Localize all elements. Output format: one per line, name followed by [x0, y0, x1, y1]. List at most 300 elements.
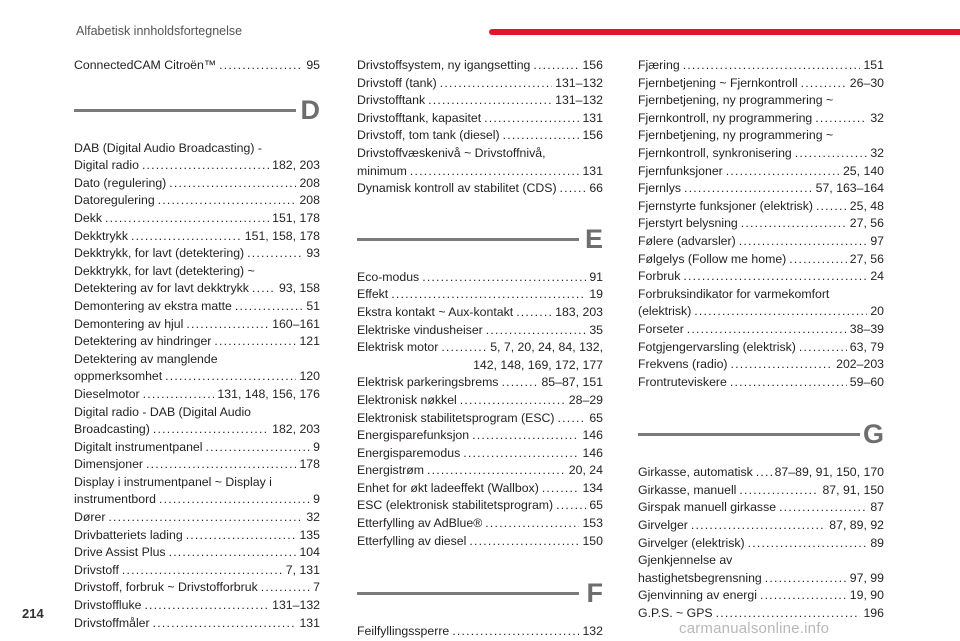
- index-entry-line: [638, 145, 884, 163]
- dot-leader: [815, 110, 867, 128]
- index-entry-line: [74, 210, 320, 228]
- index-entry-line: [357, 410, 603, 428]
- index-entry-pages: 131–132: [272, 598, 320, 613]
- index-entry-pages: 9: [313, 492, 320, 507]
- dot-leader: [219, 57, 303, 75]
- dot-leader: [247, 245, 303, 263]
- dot-leader: [169, 544, 297, 562]
- dot-leader: [440, 75, 552, 93]
- index-entry-pages: 183, 203: [555, 304, 603, 319]
- dot-leader: [684, 180, 813, 198]
- index-entry: [74, 57, 320, 75]
- index-entry-line: [357, 286, 603, 304]
- index-entry-pages: 178: [299, 457, 320, 472]
- index-entry: [74, 527, 320, 545]
- index-entry-text: Forbruksindikator for varmekomfort: [638, 286, 830, 301]
- index-entry-pages: 196: [863, 606, 884, 621]
- index-entry: [638, 233, 884, 251]
- dot-leader: [739, 233, 868, 251]
- index-entry: [357, 515, 603, 533]
- dot-leader: [741, 215, 847, 233]
- index-entry-line: [357, 127, 603, 145]
- index-entry-pages: 131: [299, 615, 320, 630]
- index-entry-term: Drivstoff: [74, 562, 119, 577]
- index-entry-line: [638, 570, 884, 588]
- index-entry-term: Fotgjengervarsling (elektrisk): [638, 339, 796, 354]
- dot-leader: [460, 392, 566, 410]
- index-entry-line: [638, 303, 884, 321]
- index-entry-term: minimum: [357, 163, 407, 178]
- dot-leader: [683, 57, 861, 75]
- index-entry: [638, 552, 884, 587]
- index-entry-term: oppmerksomhet: [74, 369, 163, 384]
- index-entry: [638, 517, 884, 535]
- section-divider-d: [74, 89, 320, 129]
- index-entry-term: Drivbatteriets lading: [74, 527, 183, 542]
- dot-leader: [144, 597, 269, 615]
- index-entry-pages: 202–203: [836, 357, 884, 372]
- index-entry-term: Eco-modus: [357, 269, 420, 284]
- index-entry-term: Etterfylling av AdBlue®: [357, 516, 483, 531]
- index-entry-pages: 27, 56: [849, 251, 884, 266]
- index-entry: [74, 333, 320, 351]
- index-entry-pages: 20, 24: [568, 463, 603, 478]
- index-column-1: [74, 57, 320, 632]
- index-entry-term: Elektrisk parkeringsbrems: [357, 375, 499, 390]
- index-entry-term: Effekt: [357, 287, 389, 302]
- index-entry-term: Elektronisk nøkkel: [357, 392, 457, 407]
- index-entry-pages: 35: [589, 322, 603, 337]
- index-entry-pages: 9: [313, 439, 320, 454]
- index-entry-line: [74, 562, 320, 580]
- index-entry: [74, 597, 320, 615]
- index-entry: [74, 615, 320, 633]
- dot-leader: [422, 269, 586, 287]
- dot-leader: [391, 286, 586, 304]
- index-entry-term: Elektriske vindusheiser: [357, 322, 483, 337]
- index-entry-line: [357, 180, 603, 198]
- index-entry-pages: 134: [582, 480, 603, 495]
- dot-leader: [452, 623, 579, 641]
- index-entry: [74, 140, 320, 175]
- index-entry: [638, 499, 884, 517]
- index-entry-line: [638, 535, 884, 553]
- index-entry: [638, 356, 884, 374]
- index-entry-term: G.P.S. ~ GPS: [638, 606, 713, 621]
- index-entry-pages: 97: [870, 233, 884, 248]
- index-entry-pages: 153: [582, 516, 603, 531]
- index-entry-term: Girvelger: [638, 518, 688, 533]
- index-entry-pages: 19, 90: [849, 588, 884, 603]
- index-entry: [357, 427, 603, 445]
- dot-leader: [739, 482, 819, 500]
- index-entry-line: [638, 75, 884, 93]
- index-entry-line: [357, 392, 603, 410]
- index-entry-pages: 208: [299, 175, 320, 190]
- index-entry-pages: 87: [870, 500, 884, 515]
- index-entry: [638, 251, 884, 269]
- index-entry-line: [638, 110, 884, 128]
- index-entry-term: ESC (elektronisk stabilitetsprogram): [357, 498, 554, 513]
- index-entry-pages: 182, 203: [272, 422, 320, 437]
- index-entry: [357, 392, 603, 410]
- index-entry-term: Drive Assist Plus: [74, 545, 166, 560]
- index-entry-line: [74, 597, 320, 615]
- section-letter-g: G: [862, 419, 884, 450]
- index-entry-term: Fjernlys: [638, 181, 682, 196]
- index-entry-term: Digital radio: [74, 158, 139, 173]
- index-entry-line: [74, 509, 320, 527]
- index-entry-term: Broadcasting): [74, 422, 150, 437]
- dot-leader: [463, 445, 579, 463]
- index-entry-line: [357, 497, 603, 515]
- index-entry-pages: 91: [589, 269, 603, 284]
- index-entry: [74, 298, 320, 316]
- index-entry-term: Enhet for økt ladeeffekt (Wallbox): [357, 480, 539, 495]
- index-entry-term: Drivstoffsystem, ny igangsetting: [357, 58, 531, 72]
- section-letter-f: F: [586, 578, 603, 609]
- index-entry-term: Elektronisk stabilitetsprogram (ESC): [357, 410, 555, 425]
- index-entry-term: Fjernstyrte funksjoner (elektrisk): [638, 198, 813, 213]
- index-entry-pages: 120: [299, 369, 320, 384]
- section-divider-g: [638, 413, 884, 453]
- dot-leader: [730, 374, 847, 392]
- dot-leader: [165, 368, 296, 386]
- index-entry-pages-continued: 142, 148, 169, 172, 177: [473, 357, 603, 372]
- index-entry-line: [74, 579, 320, 597]
- index-entry-pages: 28–29: [568, 392, 603, 407]
- index-entry-line: [638, 482, 884, 500]
- index-entry-term: Fjernbetjening ~ Fjernkontroll: [638, 75, 798, 90]
- index-entry-line: [357, 623, 603, 641]
- section-divider-e: [357, 218, 603, 258]
- index-entry-line: [638, 198, 884, 216]
- index-entry-pages: 131: [582, 110, 603, 125]
- dot-leader: [694, 303, 867, 321]
- index-entry-term: Girkasse, manuell: [638, 482, 737, 497]
- dot-leader: [206, 439, 311, 457]
- index-entry-text: Dekktrykk, for lavt (detektering) ~: [74, 263, 255, 278]
- index-entry: [638, 127, 884, 162]
- index-entry: [74, 439, 320, 457]
- index-entry-pages: 32: [870, 110, 884, 125]
- index-entry-pages: 87, 91, 150: [822, 482, 884, 497]
- section-rule: [357, 592, 579, 595]
- index-entry: [638, 92, 884, 127]
- index-entry: [357, 322, 603, 340]
- index-entry-pages: 20: [870, 304, 884, 319]
- dot-leader: [779, 499, 867, 517]
- index-entry-term: ConnectedCAM Citroën™: [74, 58, 217, 72]
- index-entry-pages: 208: [299, 193, 320, 208]
- dot-leader: [131, 228, 242, 246]
- running-header-title: Alfabetisk innholdsfortegnelse: [76, 24, 243, 38]
- index-entry-line: [638, 464, 884, 482]
- index-entry-text: Drivstoffvæskenivå ~ Drivstoffnivå,: [357, 145, 546, 160]
- index-entry-term: Forbruk: [638, 269, 681, 284]
- dot-leader: [484, 110, 579, 128]
- index-entry-line: [74, 175, 320, 193]
- index-entry: [357, 286, 603, 304]
- section-rule: [357, 238, 579, 241]
- watermark-text: carmanualsonline.info: [679, 620, 830, 637]
- index-entry-pages: 5, 7, 20, 24, 84, 132,: [490, 340, 603, 355]
- dot-leader: [731, 356, 834, 374]
- index-entry-line: [74, 368, 320, 386]
- index-entry-line: [638, 499, 884, 517]
- index-entry-line: [74, 544, 320, 562]
- dot-leader: [748, 535, 868, 553]
- index-entry: [74, 544, 320, 562]
- index-entry-line: [74, 333, 320, 351]
- index-entry-term: Følgelys (Follow me home): [638, 251, 787, 266]
- index-entry-term: instrumentbord: [74, 492, 157, 507]
- index-entry: [357, 127, 603, 145]
- index-entry-line: [638, 180, 884, 198]
- index-entry-pages: 146: [582, 445, 603, 460]
- dot-leader: [542, 480, 580, 498]
- header-accent-bar: [489, 29, 960, 35]
- index-entry-pages: 131: [582, 163, 603, 178]
- index-entry-term: Energistrøm: [357, 463, 424, 478]
- index-entry-term: Fjernkontroll, synkronisering: [638, 145, 792, 160]
- index-entry: [357, 75, 603, 93]
- index-entry: [357, 269, 603, 287]
- index-entry-pages: 146: [582, 428, 603, 443]
- dot-leader: [469, 533, 579, 551]
- index-entry-line: [357, 339, 603, 357]
- index-entry-pages: 59–60: [849, 374, 884, 389]
- dot-leader: [261, 579, 310, 597]
- index-entry-line: [357, 462, 603, 480]
- index-entry-line: [357, 75, 603, 93]
- index-entry-pages: 38–39: [849, 321, 884, 336]
- index-entry: [638, 163, 884, 181]
- dot-leader: [169, 175, 296, 193]
- dot-leader: [186, 316, 269, 334]
- index-entry: [74, 562, 320, 580]
- index-entry-line: [357, 322, 603, 340]
- dot-leader: [560, 180, 587, 198]
- index-entry-pages: 24: [870, 269, 884, 284]
- index-entry-term: Energisparefunksjon: [357, 428, 470, 443]
- index-entry-pages: 182, 203: [272, 158, 320, 173]
- index-entry-pages: 93, 158: [278, 281, 320, 296]
- index-entry: [638, 535, 884, 553]
- dot-leader: [795, 145, 868, 163]
- dot-leader: [441, 339, 487, 357]
- index-entry-pages: 85–87, 151: [541, 375, 603, 390]
- index-entry-pages: 25, 140: [842, 163, 884, 178]
- index-entry-line: [357, 480, 603, 498]
- index-entry-pages: 7: [313, 580, 320, 595]
- index-entry-text: Display i instrumentpanel ~ Display i: [74, 474, 272, 489]
- index-entry-term: Forseter: [638, 321, 684, 336]
- index-entry: [357, 497, 603, 515]
- index-entry-line: [74, 421, 320, 439]
- index-entry: [74, 228, 320, 246]
- index-entry: [638, 198, 884, 216]
- index-entry: [638, 587, 884, 605]
- dot-leader: [501, 374, 538, 392]
- dot-leader: [427, 462, 566, 480]
- column-2-top-entries: [357, 57, 603, 198]
- dot-leader: [760, 587, 847, 605]
- index-entry: [357, 462, 603, 480]
- index-entry-term: Digitalt instrumentpanel: [74, 439, 203, 454]
- dot-leader: [533, 57, 579, 75]
- section-letter-e: E: [584, 223, 603, 254]
- index-entry: [638, 464, 884, 482]
- index-entry: [357, 623, 603, 641]
- section-letter-d: D: [300, 94, 320, 125]
- dot-leader: [108, 509, 303, 527]
- index-entry: [74, 474, 320, 509]
- dot-leader: [556, 497, 586, 515]
- index-entry-line: [638, 57, 884, 75]
- index-entry-term: Demontering av ekstra matte: [74, 298, 232, 313]
- index-entry: [357, 92, 603, 110]
- section-d-entries: [74, 140, 320, 633]
- dot-leader: [503, 127, 580, 145]
- index-entry-pages: 32: [870, 145, 884, 160]
- index-entry-term: Girkasse, automatisk: [638, 465, 753, 480]
- index-entry-pages: 63, 79: [849, 339, 884, 354]
- index-entry-pages: 151, 158, 178: [244, 228, 320, 243]
- index-entry-pages: 151, 178: [272, 210, 320, 225]
- index-entry-pages: 131–132: [555, 75, 603, 90]
- dot-leader: [472, 427, 579, 445]
- index-entry-line: [638, 163, 884, 181]
- dot-leader: [428, 92, 552, 110]
- index-column-3: [638, 57, 884, 623]
- index-entry: [74, 263, 320, 298]
- index-entry-line: [74, 228, 320, 246]
- index-column-2: [357, 57, 603, 641]
- index-entry-text: Fjernbetjening, ny programmering ~: [638, 128, 834, 143]
- index-entry-term: Dekktrykk, for lavt (detektering): [74, 246, 245, 261]
- index-entry-term: Dynamisk kontroll av stabilitet (CDS): [357, 181, 557, 196]
- index-entry-pages: 57, 163–164: [815, 181, 884, 196]
- index-entry: [357, 145, 603, 180]
- index-entry-pages: 131–132: [555, 93, 603, 108]
- index-entry-text: Digital radio - DAB (Digital Audio: [74, 404, 252, 419]
- index-entry: [357, 180, 603, 198]
- index-entry: [357, 57, 603, 75]
- index-entry-pages: 160–161: [272, 316, 320, 331]
- index-entry-term: hastighetsbegrensning: [638, 570, 762, 585]
- index-entry: [357, 480, 603, 498]
- index-entry-term: Dekk: [74, 210, 103, 225]
- index-entry-line: [357, 110, 603, 128]
- index-entry-term: Dieselmotor: [74, 386, 140, 401]
- index-entry-line: [638, 233, 884, 251]
- index-entry: [74, 351, 320, 386]
- dot-leader: [485, 515, 579, 533]
- index-entry-term: Dimensjoner: [74, 457, 144, 472]
- index-entry-pages: 89: [870, 535, 884, 550]
- dot-leader: [726, 163, 840, 181]
- index-entry-pages: 135: [299, 527, 320, 542]
- index-entry: [74, 456, 320, 474]
- dot-leader: [486, 322, 587, 340]
- index-entry-line: [74, 298, 320, 316]
- index-entry-text: Gjenkjennelse av: [638, 553, 733, 568]
- section-rule: [74, 109, 296, 112]
- dot-leader: [153, 421, 269, 439]
- index-entry-pages: 87, 89, 92: [829, 518, 884, 533]
- index-entry: [638, 215, 884, 233]
- index-entry: [74, 509, 320, 527]
- index-entry-line: [357, 374, 603, 392]
- section-e-entries: [357, 269, 603, 551]
- index-entry-pages: 97, 99: [849, 570, 884, 585]
- index-entry: [74, 579, 320, 597]
- index-entry: [638, 286, 884, 321]
- index-entry-line: [357, 92, 603, 110]
- index-entry: [638, 268, 884, 286]
- index-entry-term: Frekvens (radio): [638, 357, 728, 372]
- dot-leader: [756, 464, 772, 482]
- index-entry-line: [638, 517, 884, 535]
- dot-leader: [687, 321, 847, 339]
- index-entry-term: Drivstofflukе: [74, 598, 142, 613]
- index-entry-term: (elektrisk): [638, 304, 692, 319]
- index-entry-term: Drivstoff, tom tank (diesel): [357, 128, 500, 143]
- index-entry-term: Girvelger (elektrisk): [638, 535, 745, 550]
- index-entry-pages: 7, 131: [285, 562, 320, 577]
- dot-leader: [146, 456, 296, 474]
- index-entry-term: Etterfylling av diesel: [357, 533, 467, 548]
- dot-leader: [159, 491, 310, 509]
- index-entry-pages: 87–89, 91, 150, 170: [774, 465, 884, 480]
- index-entry-term: Ekstra kontakt ~ Aux-kontakt: [357, 304, 514, 319]
- index-entry: [357, 110, 603, 128]
- index-entry-pages: 19: [589, 287, 603, 302]
- index-entry-line: [357, 515, 603, 533]
- section-divider-f: [357, 572, 603, 612]
- dot-leader: [158, 192, 297, 210]
- index-entry: [638, 75, 884, 93]
- index-entry-line: [74, 245, 320, 263]
- index-entry: [638, 57, 884, 75]
- index-entry-line: [638, 587, 884, 605]
- dot-leader: [789, 251, 847, 269]
- dot-leader: [801, 75, 847, 93]
- index-entry-pages: 151: [863, 58, 884, 72]
- dot-leader: [153, 615, 297, 633]
- index-entry-line: [638, 215, 884, 233]
- index-entry-pages: 93: [306, 246, 320, 261]
- index-entry-pages: 156: [582, 128, 603, 143]
- index-entry-line: [74, 280, 320, 298]
- index-entry-pages: 104: [299, 545, 320, 560]
- index-entry: [638, 339, 884, 357]
- index-entry: [74, 386, 320, 404]
- index-entry-line: [74, 57, 320, 75]
- index-entry-line: [357, 304, 603, 322]
- index-entry-text: Detektering av manglende: [74, 351, 218, 366]
- index-entry-term: Dato (regulering): [74, 175, 167, 190]
- dot-leader: [122, 562, 283, 580]
- dot-leader: [765, 570, 847, 588]
- page-number: 214: [22, 606, 44, 621]
- index-entry: [357, 445, 603, 463]
- index-entry-term: Frontruteviskere: [638, 374, 727, 389]
- index-entry-term: Drivstofftank, kapasitet: [357, 110, 482, 125]
- index-entry-pages: 95: [306, 58, 320, 72]
- dot-leader: [816, 198, 847, 216]
